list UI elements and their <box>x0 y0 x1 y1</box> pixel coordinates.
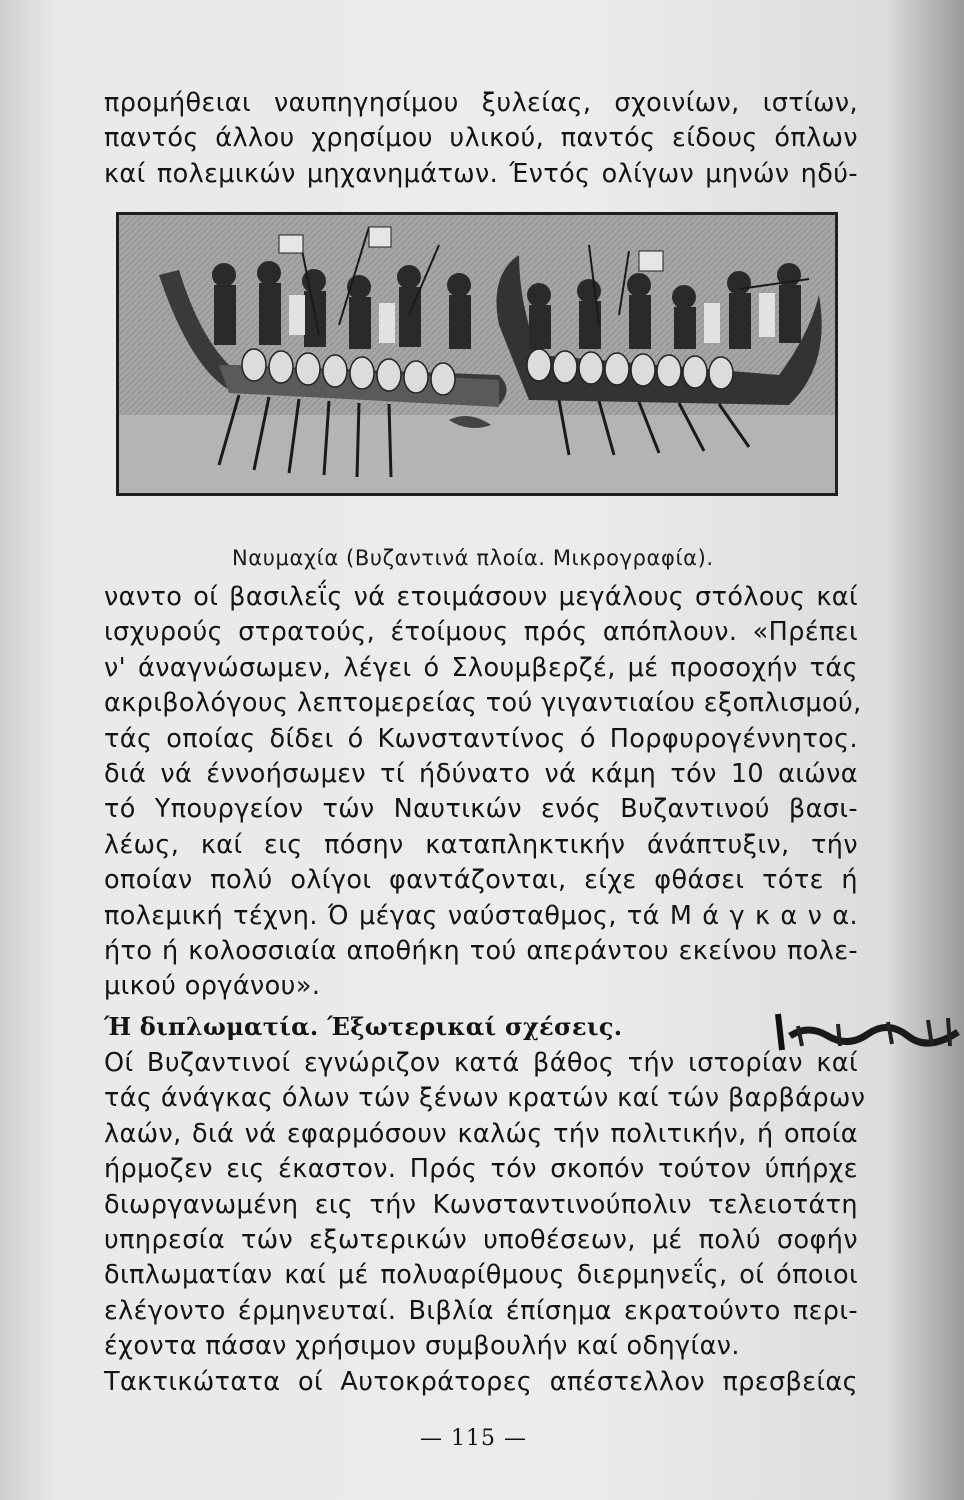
text-line: ναντο οί βασιλεΐς νά ετοιμάσουν μεγάλους στόλους καί <box>104 582 858 612</box>
text-line: υπηρεσία τών εξωτερικών υποθέσεων, μέ πολύ σοφήν <box>104 1225 858 1256</box>
text-line: ισχυρούς στρατούς, έτοίμους πρός απόπλουν. «Πρέπει <box>104 617 858 648</box>
paragraph-middle <box>104 580 862 1005</box>
naval-battle-illustration <box>116 212 838 496</box>
text-line: λέως, καί εις πόσην καταπληκτικήν άνάπτυξιν, τήν <box>104 829 858 860</box>
text-line: προμήθειαι ναυπηγησίμου ξυλείας, σχοινίων, ιστίων, <box>104 88 858 118</box>
text-line: τό Υπουργείον τών Ναυτικών ενός Βυζαντινού βασι- <box>104 794 858 825</box>
text-line: διά νά έννοήσωμεν τί ήδύνατο νά κάμη τόν 10 αιώνα <box>104 759 858 790</box>
text-line: ελέγοντο έρμηνευταί. Βιβλία έπίσημα εκρατούντο περι- <box>104 1295 858 1326</box>
figure-caption: Ναυμαχία (Βυζαντινά πλοία. Μικρογραφία). <box>232 546 714 570</box>
text-line: πολεμική τέχνη. Ό μέγας ναύσταθμος, τά Μ ά γ κ α ν α. <box>104 900 858 931</box>
text-line: ήτο ή κολοσσιαία αποθήκη τού απεράντου εκείνου πολε- <box>104 936 858 967</box>
text-line: διπλωματίαν καί μέ πολυαρίθμους διερμηνεΐς, οί όποιοι <box>104 1260 858 1291</box>
text-line: καί πολεμικών μηχανημάτων. Έντός ολίγων μηνών ηδύ- <box>104 158 858 189</box>
text-line: τάς οποίας δίδει ό Κωνσταντίνος ό Πορφυρογέννητος. <box>104 723 858 754</box>
text-line: οποίαν πολύ ολίγοι φαντάζονται, είχε φθάσει τότε ή <box>104 865 858 896</box>
text-line: μικού οργάνου». <box>104 971 321 1002</box>
paragraph-top <box>104 86 858 192</box>
paragraph-bottom <box>104 1046 866 1400</box>
page-number: — 115 — <box>420 1426 527 1451</box>
text-line: παντός άλλου χρησίμου υλικού, παντός είδους όπλων <box>104 123 858 154</box>
text-line: τάς άνάγκας όλων τών ξένων κρατών καί τών βαρβάρων <box>104 1083 866 1114</box>
text-line: ακριβολόγους λεπτομερείας τού γιγαντιαίου εξοπλισμού, <box>104 688 862 719</box>
text-line: έχοντα πάσαν χρήσιμον συμβουλήν καί οδηγίαν. <box>104 1331 740 1362</box>
text-line: ήρμοζεν εις έκαστον. Πρός τόν σκοπόν τούτον ύπήρχε <box>104 1154 858 1185</box>
text-line: Οί Βυζαντινοί εγνώριζον κατά βάθος τήν ιστορίαν καί <box>104 1048 858 1078</box>
text-line: λαών, διά νά εφαρμόσουν καλώς τήν πολιτικήν, ή οποία <box>104 1118 858 1149</box>
text-line: Τακτικώτατα οί Αυτοκράτορες απέστελλον πρεσβείας <box>104 1366 858 1397</box>
miniature-ships-image <box>119 215 835 493</box>
text-line: διωργανωμένη εις τήν Κωνσταντινούπολιν τελειοτάτη <box>104 1189 858 1220</box>
section-heading: Ή διπλωματία. Έξωτερικαί σχέσεις. <box>104 1012 623 1041</box>
text-line: ν' άναγνώσωμεν, λέγει ό Σλουμβερζέ, μέ προσοχήν τάς <box>104 652 858 683</box>
